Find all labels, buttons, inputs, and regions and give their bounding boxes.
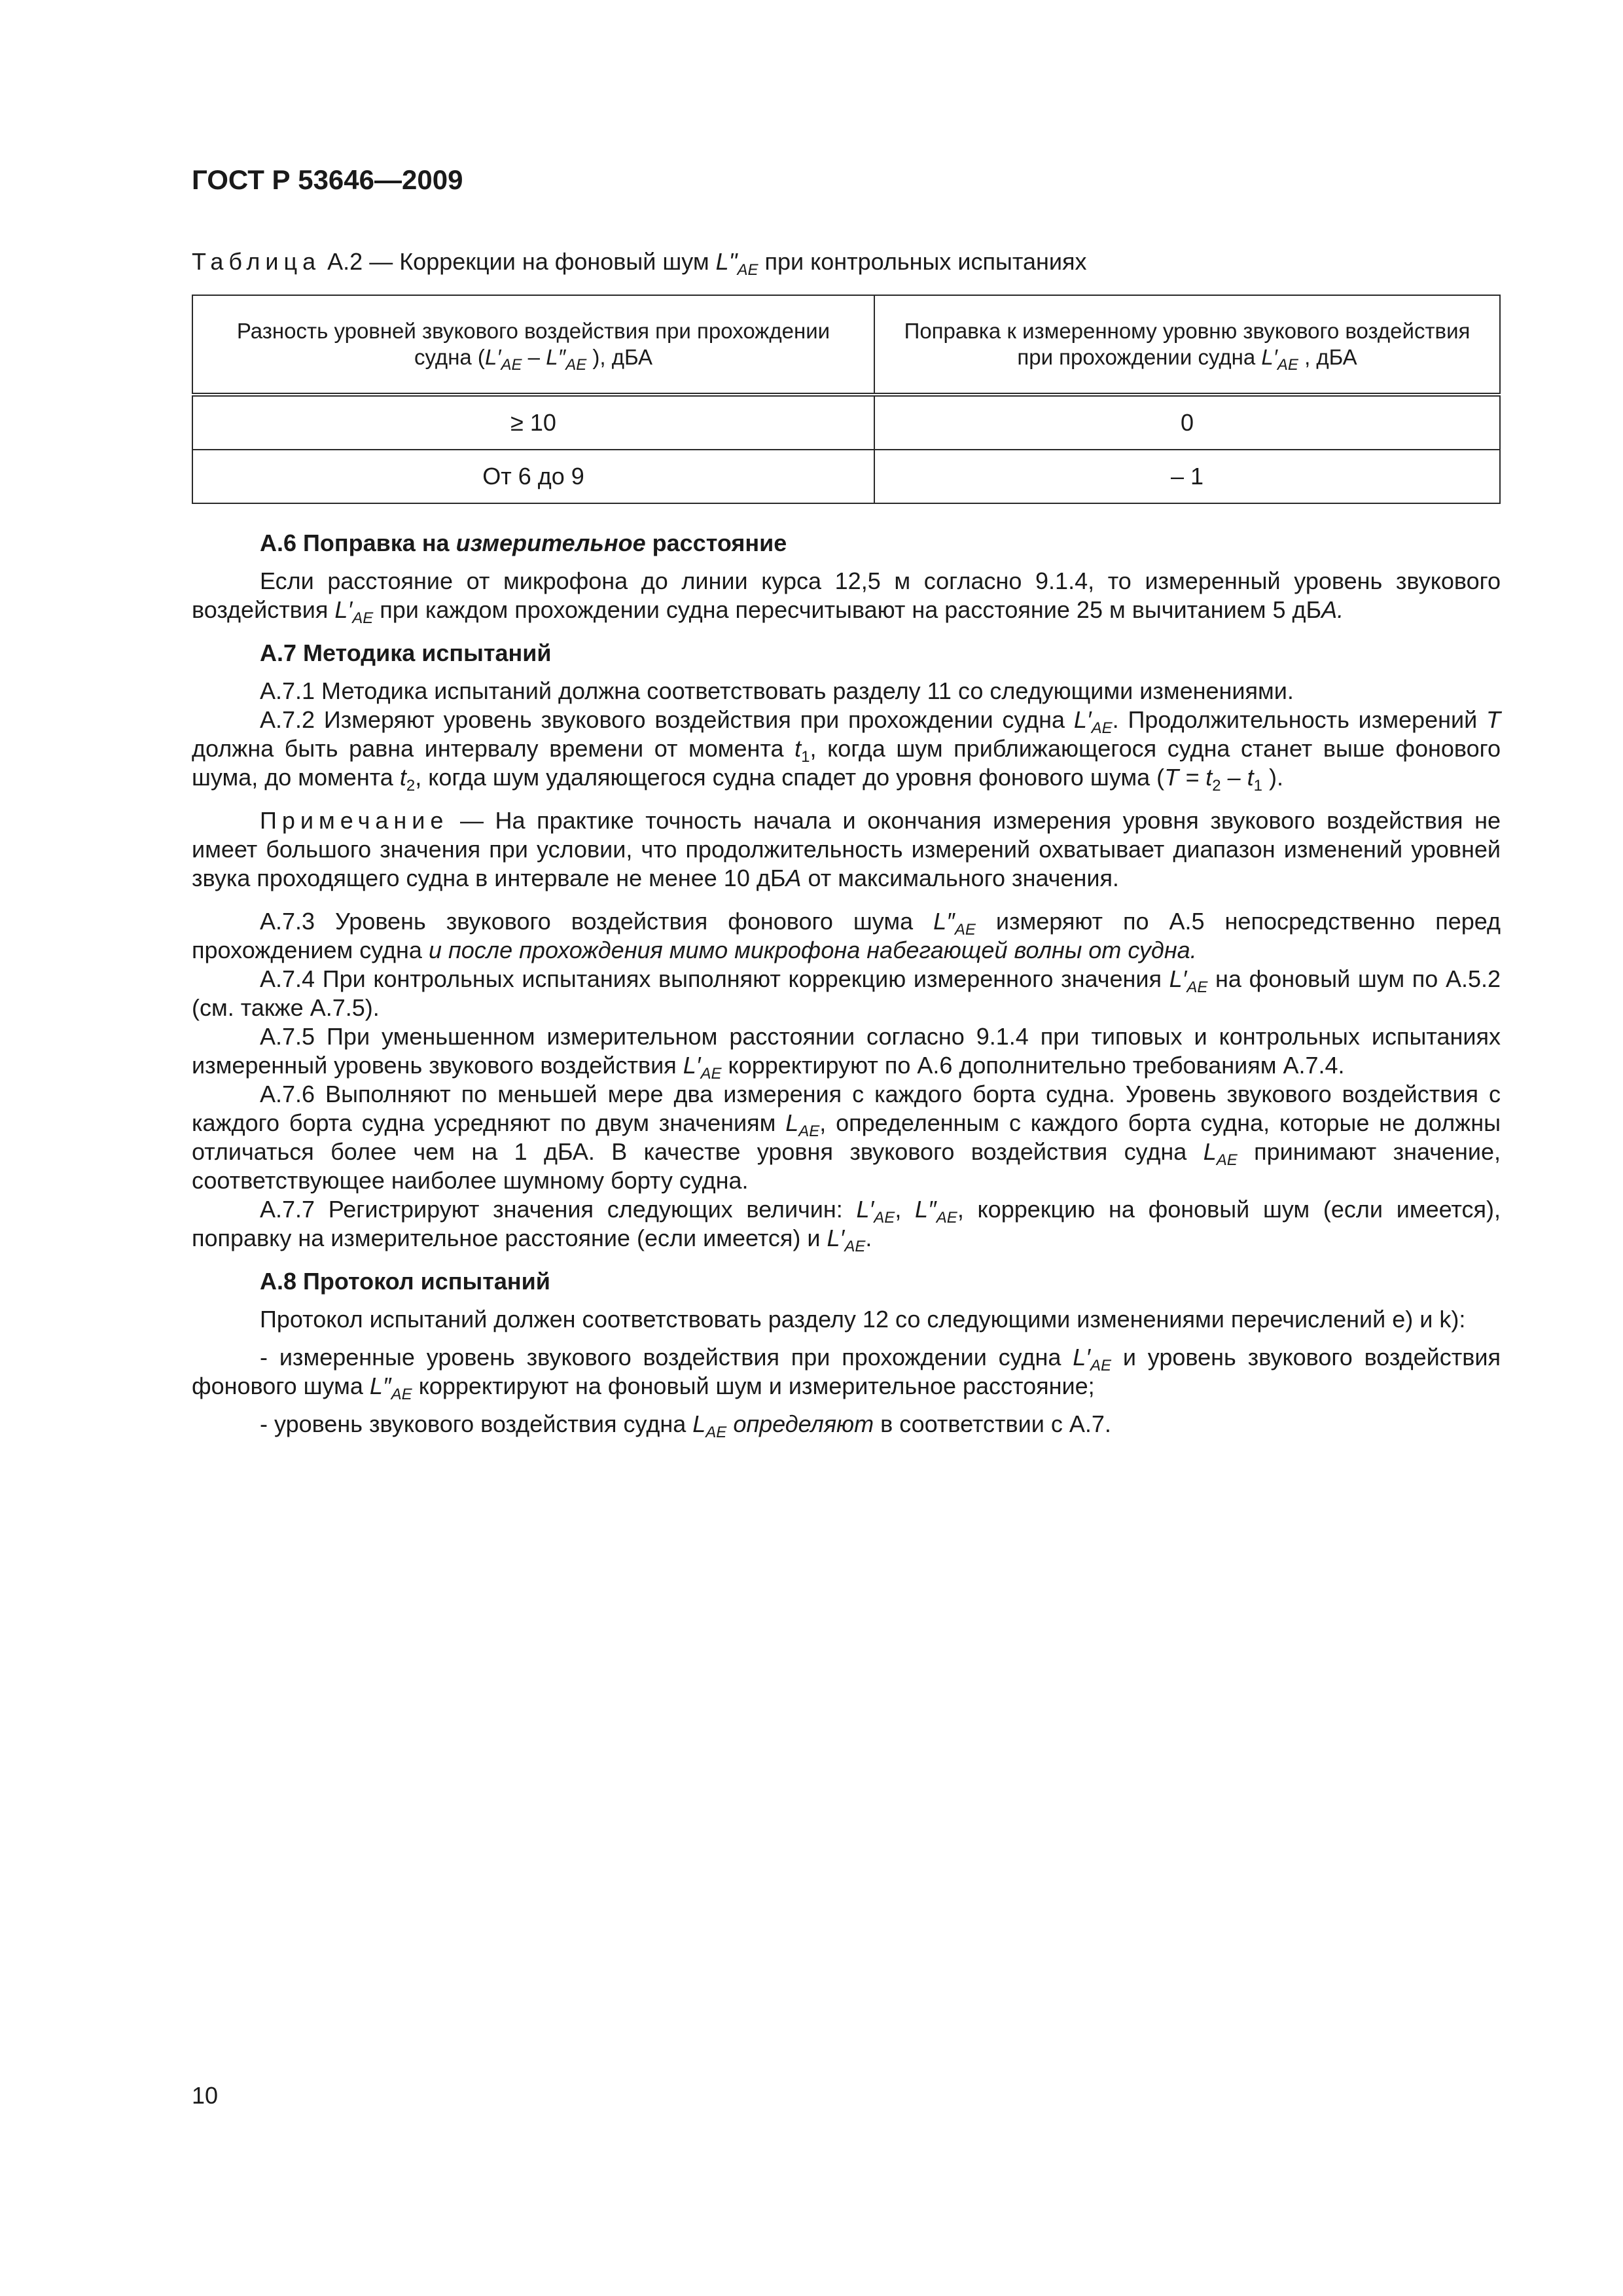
section-heading-a6: А.6 Поправка на измерительное расстояние (260, 529, 787, 556)
table-caption: Таблица А.2 — Коррекции на фоновый шум $L"_{AE}$ при контрольных испытаниях (192, 248, 1087, 279)
paragraph-a7-2: А.7.2 Измеряют уровень звукового воздействия при прохождении судна $L'_{AE}$. Продолжительность измерений T должна быть равна интервалу времени от момента $t_1$, когда шум приближающегося судна станет выше фонового шума, до момента $t_2$, когда шум удаляющегося судна спадет до уровня фонового шума ($T = t_2 - t_1$ ). (192, 706, 1501, 795)
paragraph-a8: Протокол испытаний должен соответствовать разделу 12 со следующими изменениями перечислений е) и k): (260, 1306, 1466, 1333)
paragraph-a7-1: А.7.1 Методика испытаний должна соответствовать разделу 11 со следующими изменениями. (260, 677, 1294, 704)
note-label: Примечание (260, 807, 449, 834)
paragraph-a7-5: А.7.5 При уменьшенном измерительном расстоянии согласно 9.1.4 при типовых и контрольных испытаниях измеренный уровень звукового воздействия $L'_{AE}$ корректируют по А.6 дополнительно требованиям А.7.4. (192, 1023, 1501, 1083)
table-cell-difference: От 6 до 9 (192, 450, 874, 503)
note-paragraph: Примечание — На практике точность начала и окончания измерения уровня звукового воздействия не имеет большого значения при условии, что продолжительность измерений охватывает диапазон изменений уровней звука проходящего судна в интервале не менее 10 дБА от максимального значения. (192, 807, 1501, 891)
paragraph-a7-4: А.7.4 При контрольных испытаниях выполняют коррекцию измеренного значения $L'_{AE}$ на фоновый шум по А.5.2 (см. также А.7.5). (192, 965, 1501, 1021)
document-code: ГОСТ Р 53646—2009 (192, 164, 463, 195)
table-row (192, 395, 1500, 450)
paragraph-a6: Если расстояние от микрофона до линии курса 12,5 м согласно 9.1.4, то измеренный уровень звукового воздействия $L'_{AE}$ при каждом прохождении судна пересчитывают на расстояние 25 м вычитанием 5 дБА. (192, 567, 1501, 627)
table-row (192, 450, 1500, 503)
correction-table (192, 295, 1501, 504)
table-cell-difference: ≥ 10 (192, 395, 874, 450)
page-content (192, 164, 1501, 1439)
paragraph-a7-3: А.7.3 Уровень звукового воздействия фонового шума $L''_{AE}$ измеряют по А.5 непосредственно перед прохождением судна и после прохождения мимо микрофона набегающей волны от судна. (192, 908, 1501, 963)
section-heading-a8: А.8 Протокол испытаний (260, 1268, 550, 1295)
column-header-difference: Разность уровней звукового воздействия при прохождении судна ($L'_{AE} - L''_{AE}$ ), дБА (192, 295, 874, 395)
column-header-correction: Поправка к измеренному уровню звукового воздействия при прохождении судна $L'_{AE}$ , дБА (874, 295, 1500, 395)
table-caption-word: Таблица (192, 248, 321, 275)
page-number: 10 (192, 2082, 219, 2109)
section-heading-a7: А.7 Методика испытаний (260, 639, 552, 666)
list-item: - измеренные уровень звукового воздействия при прохождении судна $L'_{AE}$ и уровень звукового воздействия фонового шума $L''_{AE}$ корректируют на фоновый шум и измерительное расстояние; (192, 1344, 1501, 1403)
list-item: - уровень звукового воздействия судна $L_{AE}$ определяют в соответствии с А.7. (260, 1410, 1111, 1441)
paragraph-a7-7: А.7.7 Регистрируют значения следующих величин: $L'_{AE}$, $L''_{AE}$, коррекцию на фоновый шум (если имеется), поправку на измерительное расстояние (если имеется) и $L'_{AE}$. (192, 1196, 1501, 1255)
table-cell-correction: – 1 (874, 450, 1500, 503)
paragraph-a7-6: А.7.6 Выполняют по меньшей мере два измерения с каждого борта судна. Уровень звукового воздействия с каждого борта судна усредняют по двум значениям $L_{AE}$, определенным с каждого борта судна, которые не должны отличаться более чем на 1 дБА. В качестве уровня звукового воздействия судна $L_{AE}$ принимают значение, соответствующее наиболее шумному борту судна. (192, 1081, 1501, 1194)
table-header-row (192, 295, 1500, 395)
table-cell-correction: 0 (874, 395, 1500, 450)
